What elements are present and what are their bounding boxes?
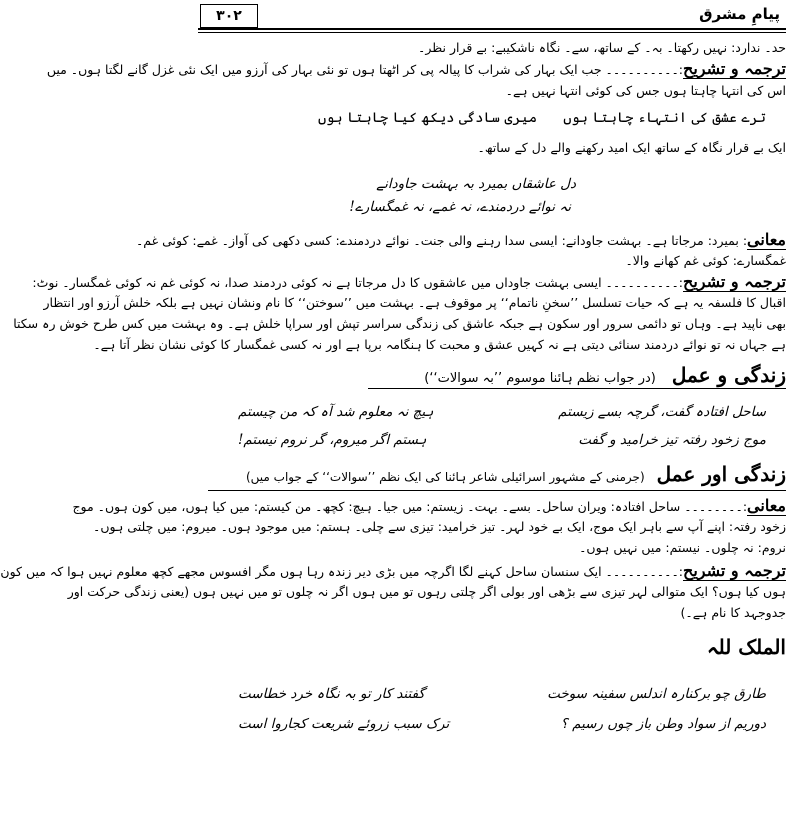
verse-line: طارق چو برکنارہ اندلس سفینہ سوخت: [547, 686, 766, 702]
section-heading: ترجمہ و تشریح: [683, 59, 786, 78]
section-title: الملک للہ: [706, 635, 786, 659]
text-line: ہوں کیا ہوں؟ ایک متوالی لہر تیزی سے بڑھی اور بولی اگر چلتی رہوں تو میں ہوں اگر نہ چلوں تو میں نہیں ہوں (یعنی زندگی حرکت اور: [67, 584, 786, 599]
section-heading: ترجمہ و تشریح: [683, 272, 786, 291]
text-span: :۔۔۔۔۔۔۔۔ ساحل افتادہ: ویران ساحل۔ بسے۔ بہت۔ زیستم: میں جیا۔ ہیچ: کچھ۔ من کیستم: میں کیا ہوں، میں کون ہوں۔ موج: [72, 499, 748, 514]
text-line: [72, 496, 786, 517]
text-span: :۔۔۔۔۔۔۔۔۔۔ ایک سنسان ساحل کہنے لگا اگرچہ میں بڑی دیر زندہ رہا ہوں مگر افسوس مجھے کچھ معلوم نہیں ہوا کہ میں کون: [0, 564, 683, 579]
text-line: بھی ناپید ہے۔ وہاں تو دائمی سرور اور سکون ہے جبکہ عاشق کی زندگی سراسر تپش اور سراپا خلش ہے۔ وہ بہشت میں کس طرح خوش رہ سکتا: [13, 316, 786, 331]
verse-line: ہستم اگر میروم، گر نروم نیستم!: [238, 432, 427, 448]
verse-line: ساحل افتادہ گفت، گرچہ بسے زیستم: [558, 404, 766, 420]
verse-line: گفتند کار تو بہ نگاہ خرد خطاست: [238, 686, 425, 702]
text-span: : بمیرد: مرجاتا ہے۔ بہشت جاودانے: ایسی سدا رہنے والی جنت۔ نوائے دردمندے: کسی دکھی کی آواز۔ غمے: کوئی غم۔: [135, 233, 748, 248]
verse-line: میری سادگی دیکھ کیا چاہتا ہوں: [318, 110, 538, 126]
text-line: زخود رفتہ: اپنے آپ سے باہر ایک موج، ایک بے خود لہر۔ تیز خرامید: تیزی سے چلی۔ ہستم: میں موجود ہوں۔ میروم: میں چلتی ہوں۔: [93, 519, 786, 534]
text-line: نروم: نہ چلوں۔ نیستم: میں نہیں ہوں۔: [579, 540, 786, 555]
text-line: [46, 59, 786, 80]
book-page: [0, 4, 786, 827]
text-span: :۔۔۔۔۔۔۔۔۔۔ ایسی بہشت جاوداں میں عاشقوں کا دل مرجاتا ہے نہ کوئی دردمند صدا، نہ کوئی غم نہ کوئی غمگسار۔ نوٹ:: [32, 275, 683, 290]
header-rule-thin: [198, 32, 786, 33]
header-rule: [198, 28, 786, 30]
verse-line: ترک سبب زروئے شریعت کجاروا است: [238, 716, 450, 732]
page-number: ۳۰۲: [200, 4, 258, 28]
verse-line: ہیچ نہ معلوم شد آہ کہ من چیستم: [238, 404, 434, 420]
verse-line: موج زخود رفتہ تیز خرامید و گفت: [578, 432, 766, 448]
text-line: اقبال کا فلسفہ یہ ہے کہ حیات تسلسل ’’سخنِ ناتمام‘‘ پر موقوف ہے۔ بہشت میں ’’سوختن‘‘ کا نام ونشان نہیں ہے بلکہ خلش آرزو اور انتظار: [43, 295, 786, 310]
text-line: ایک بے قرار نگاہ کے ساتھ ایک امید رکھنے والے دل کے ساتھ۔: [477, 140, 786, 155]
section-underline: [208, 490, 786, 491]
verse-line: دوریم از سواد وطن باز چوں رسیم ؟: [560, 716, 766, 732]
verse-line: دل عاشقاں بمیرد بہ بہشت جاودانے: [376, 176, 576, 192]
section-title: زندگی اور عمل: [656, 462, 786, 486]
section-header: [198, 360, 786, 390]
page-header: [198, 4, 786, 26]
section-heading: معانی: [747, 496, 786, 515]
text-line: غمگسارے: کوئی غم کھانے والا۔: [625, 253, 786, 268]
text-line: جدوجہد کا نام ہے۔): [680, 605, 786, 620]
text-line: [135, 230, 786, 251]
text-line: حد۔ ندارد: نہیں رکھتا۔ بہ۔ کے ساتھ، سے۔ نگاہ ناشکیبے: بے قرار نظر۔: [418, 40, 786, 55]
section-heading: معانی: [747, 230, 786, 249]
text-line: [32, 272, 786, 293]
section-subtitle: (جرمنی کے مشہور اسرائیلی شاعر ہائنا کی ایک نظم ’’سوالات‘‘ کے جواب میں): [245, 470, 645, 484]
section-subtitle: (در جواب نظم ہائنا موسوم ’’بہ سوالات‘‘): [424, 371, 656, 386]
book-title: پیامِ مشرق: [699, 5, 780, 23]
text-line: [0, 561, 786, 582]
text-span: :۔۔۔۔۔۔۔۔۔۔ جب ایک بہار کی شراب کا پیالہ پی کر اٹھتا ہوں تو نئی بہار کی آرزو میں ایک نئی غزل گانے لگتا ہوں۔ میں: [46, 62, 683, 77]
section-underline: [368, 388, 786, 389]
section-heading: ترجمہ و تشریح: [683, 561, 786, 580]
text-line: ہے جہاں نہ تو نوائے دردمند سنائی دیتی ہے نہ کہیں عشق و محبت کا ہنگامہ برپا ہے اور نہ کسی غمگسار کا کوئی نشان نظر آتا ہے۔: [93, 337, 786, 352]
section-header: [198, 460, 786, 488]
text-line: اس کی انتہا چاہتا ہوں جس کی کوئی انتہا نہیں ہے۔: [505, 83, 786, 98]
section-title: زندگی و عمل: [671, 363, 786, 387]
verse-line: ترے عشق کی انتہاء چاہتا ہوں: [563, 110, 766, 126]
verse-line: نہ نوائے دردمندے، نہ غمے، نہ غمگسارے!: [349, 199, 571, 215]
section-header: [198, 632, 786, 662]
